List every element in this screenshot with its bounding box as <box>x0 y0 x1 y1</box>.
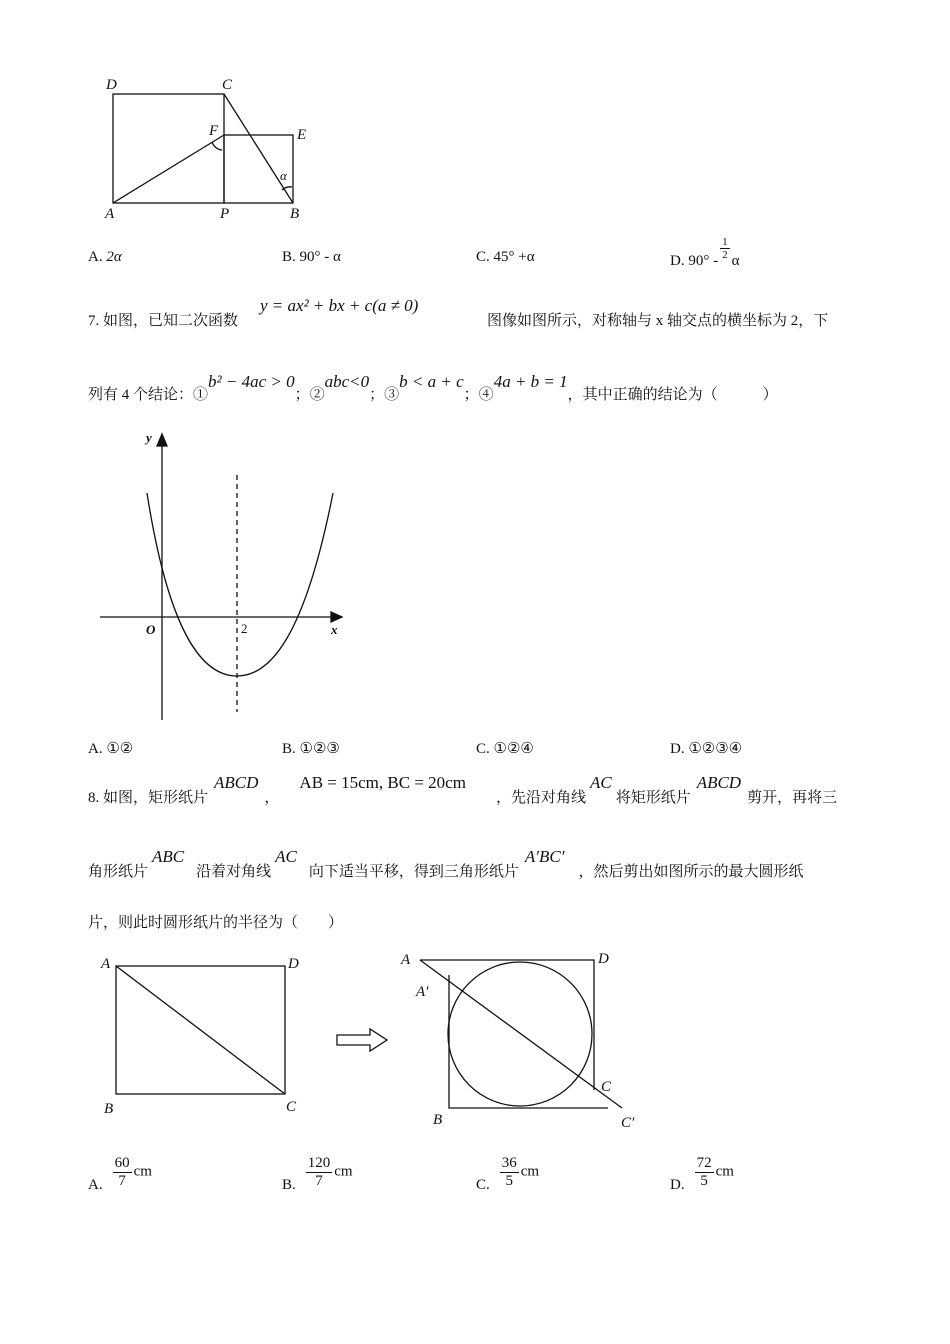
left-label-D: D <box>288 956 299 972</box>
label-A: A <box>105 206 115 222</box>
math: AC <box>589 773 612 792</box>
option-letter: C. <box>476 1177 490 1194</box>
left-label-C: C <box>286 1099 297 1115</box>
q8-text: ， <box>264 790 280 806</box>
arrow-icon <box>337 1029 387 1051</box>
q6-option-a[interactable] <box>88 249 122 266</box>
math: AB = 15cm, BC = 20cm <box>299 773 466 792</box>
q7-conclusions <box>88 372 778 404</box>
q7-text: 列有 4 个结论：① <box>88 387 209 403</box>
sep: ；② <box>294 387 325 403</box>
q8-text: ，然后剪出如图所示的最大圆形纸 <box>578 864 804 880</box>
conclusion-1: b² − 4ac > 0 <box>208 372 295 391</box>
q7-option-c[interactable] <box>476 739 534 758</box>
q8-text: 沿着对角线 <box>196 864 272 880</box>
unit: cm <box>715 1163 734 1180</box>
q8-option-a[interactable] <box>88 1155 152 1194</box>
option-letter: A. <box>88 741 103 757</box>
q8-text: 8. 如图，矩形纸片 <box>88 790 209 806</box>
figure-rectangles <box>113 94 293 203</box>
tick-2: 2 <box>241 621 248 636</box>
frac-num: 1 <box>722 236 728 248</box>
option-letter: B. <box>282 1177 296 1194</box>
q8-text: 角形纸片 <box>88 864 149 880</box>
label-alpha: α <box>280 168 287 183</box>
option-text: 90° - <box>688 253 719 270</box>
q7-text: ，其中正确的结论为（ ） <box>567 387 778 403</box>
q7-formula: y = ax² + bx + c(a ≠ 0) <box>260 296 419 315</box>
option-text: ①②③④ <box>688 741 743 757</box>
unit: cm <box>520 1163 540 1180</box>
math: AC <box>275 847 297 866</box>
right-label-B: B <box>433 1112 443 1128</box>
right-label-D: D <box>598 951 609 967</box>
q8-line-1 <box>88 773 838 807</box>
right-label-A-prime: A′ <box>416 984 429 1000</box>
math: ABC <box>152 847 185 866</box>
option-letter: C. <box>476 249 490 265</box>
origin-label: O <box>146 622 156 637</box>
math: A′BC′ <box>524 847 565 866</box>
y-axis-label: y <box>146 430 152 445</box>
x-axis-label: x <box>331 622 338 637</box>
q6-option-c[interactable] <box>476 249 535 266</box>
option-letter: C. <box>476 741 490 757</box>
sep: ；④ <box>463 387 494 403</box>
q7-option-a[interactable] <box>88 739 133 758</box>
q6-option-b[interactable] <box>282 249 341 266</box>
q8-text: 剪开，再将三 <box>747 790 838 806</box>
right-label-C: C <box>601 1079 612 1095</box>
option-text: ①② <box>106 741 134 757</box>
unit: cm <box>133 1163 152 1180</box>
q7-text-b: 图像如图所示，对称轴与 x 轴交点的横坐标为 2，下 <box>487 313 829 329</box>
right-label-A: A <box>401 952 411 968</box>
conclusion-3: b < a + c <box>399 372 464 391</box>
frac-den: 5 <box>505 1172 514 1189</box>
q8-option-b[interactable] <box>282 1155 353 1194</box>
option-text: 90° - α <box>299 249 341 265</box>
q7-option-d[interactable] <box>670 739 742 758</box>
conclusion-4: 4a + b = 1 <box>493 372 568 391</box>
option-text: 2α <box>106 249 122 265</box>
option-letter: A. <box>88 1177 103 1194</box>
frac-num: 36 <box>501 1155 517 1171</box>
frac-num: 120 <box>307 1155 331 1171</box>
q7-text-a: 7. 如图，已知二次函数 <box>88 313 239 329</box>
q8-text: 将矩形纸片 <box>615 790 691 806</box>
option-letter: D. <box>670 253 685 270</box>
unit: cm <box>334 1163 353 1180</box>
q8-line-3: 片，则此时圆形纸片的半径为（ ） <box>88 915 344 931</box>
parabola-graph <box>100 434 342 720</box>
math: ABCD <box>696 773 742 792</box>
label-F: F <box>209 123 219 139</box>
label-C: C <box>222 77 233 93</box>
q6-option-d[interactable] <box>670 236 740 270</box>
option-letter: D. <box>670 741 685 757</box>
frac-num: 60 <box>114 1155 130 1171</box>
option-letter: B. <box>282 249 296 265</box>
q8-option-c[interactable] <box>476 1155 540 1194</box>
q8-line-2 <box>88 847 804 881</box>
figure-left-rectangle <box>116 966 285 1094</box>
frac-num: 72 <box>696 1155 712 1171</box>
q8-option-d[interactable] <box>670 1155 734 1194</box>
option-text: 45° +α <box>493 249 535 265</box>
left-label-B: B <box>104 1101 114 1117</box>
option-letter: A. <box>88 249 103 265</box>
label-E: E <box>297 127 307 143</box>
frac-den: 7 <box>315 1172 323 1189</box>
label-P: P <box>220 206 230 222</box>
math: ABCD <box>214 773 259 792</box>
option-text: ①②④ <box>493 741 534 757</box>
frac-den: 5 <box>700 1172 708 1189</box>
option-letter: B. <box>282 741 296 757</box>
frac-den: 7 <box>118 1172 126 1189</box>
frac-den: 2 <box>722 249 728 262</box>
q8-text: 向下适当平移，得到三角形纸片 <box>308 864 519 880</box>
figure-right-square <box>420 960 622 1108</box>
right-label-C-prime: C′ <box>621 1115 635 1131</box>
q7-option-b[interactable] <box>282 739 340 758</box>
q8-text: ，先沿对角线 <box>495 790 586 806</box>
option-tail: α <box>731 253 740 270</box>
label-D: D <box>106 77 117 93</box>
option-letter: D. <box>670 1177 685 1194</box>
label-B: B <box>290 206 300 222</box>
left-label-A: A <box>101 956 111 972</box>
sep: ；③ <box>369 387 400 403</box>
option-text: ①②③ <box>299 741 340 757</box>
conclusion-2: abc<0 <box>324 372 370 391</box>
